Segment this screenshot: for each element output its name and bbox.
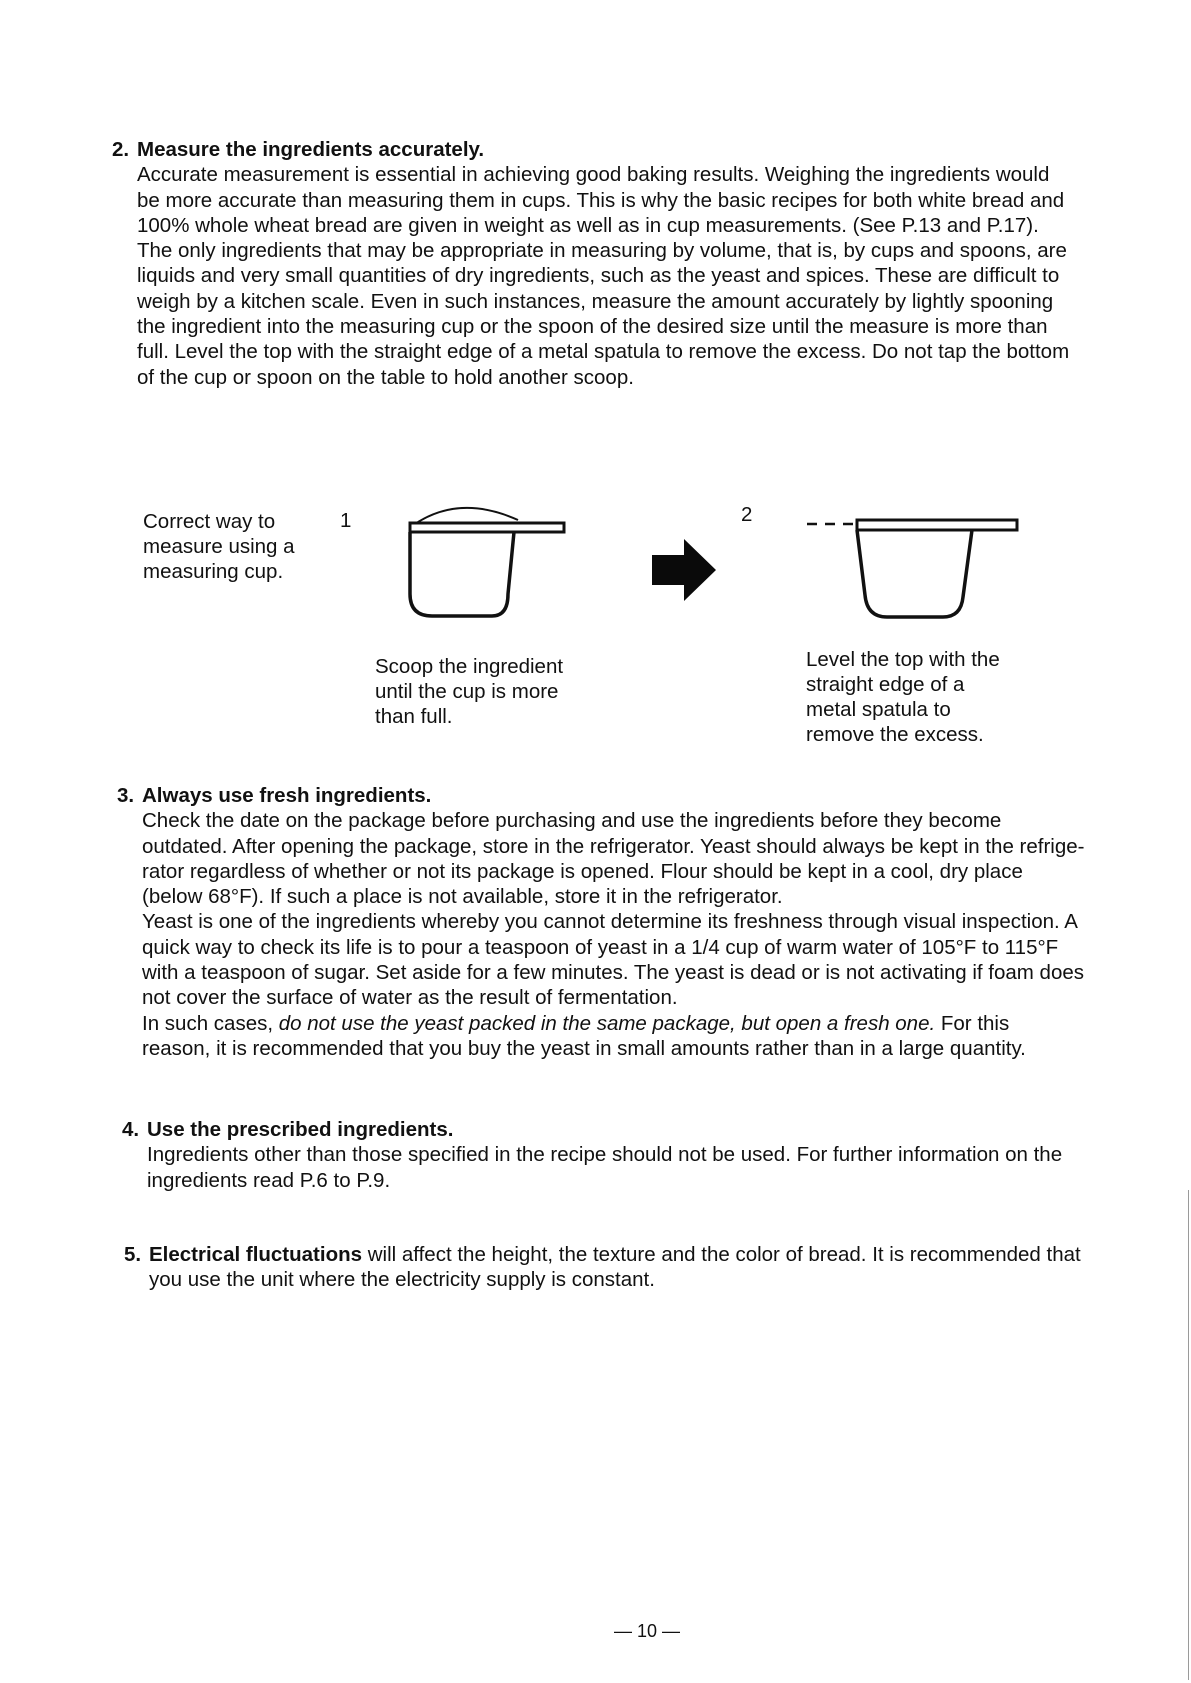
step-1-number: 1 bbox=[340, 509, 352, 532]
body-line: full. Level the top with the straight edge of a metal spatula to remove the excess. Do not tap the bottom bbox=[137, 340, 1070, 364]
text-run: In such cases, bbox=[142, 1011, 279, 1035]
body-line: be more accurate than measuring them in cups. This is why the basic recipes for both white bread and bbox=[137, 188, 1065, 212]
section-prescribed-ingredients bbox=[122, 1117, 1182, 1193]
body-line: rator regardless of whether or not its package is opened. Flour should be kept in a cool, dry place bbox=[142, 859, 1023, 883]
section-fresh-ingredients bbox=[117, 783, 1182, 1061]
section-number: 4. bbox=[122, 1118, 140, 1141]
section-number: 5. bbox=[124, 1243, 142, 1266]
cup-scoop-illustration bbox=[400, 498, 570, 633]
body-line: of the cup or spoon on the table to hold another scoop. bbox=[137, 365, 634, 389]
page-number: — 10 — bbox=[614, 1621, 681, 1641]
cup-body bbox=[410, 532, 514, 616]
cup-rim bbox=[410, 523, 564, 532]
body-line: the ingredient into the measuring cup or the spoon of the desired size until the measure is more than bbox=[137, 315, 1048, 339]
body-line: (below 68°F). If such a place is not available, store it in the refrigerator. bbox=[142, 885, 783, 909]
section-measure-accurately bbox=[112, 137, 1172, 390]
section-body bbox=[149, 1267, 1184, 1292]
step-1-caption: Scoop the ingredient until the cup is more than full. bbox=[375, 655, 564, 728]
italic-emphasis: do not use the yeast packed in the same package, but open a fresh one. bbox=[278, 1011, 936, 1035]
section-title: Use the prescribed ingredients. bbox=[147, 1118, 454, 1141]
body-line: quick way to check its life is to pour a teaspoon of yeast in a 1/4 cup of warm water of 105°F to 115°F bbox=[142, 935, 1059, 959]
cup-leveled-illustration bbox=[805, 505, 1020, 635]
section-number: 3. bbox=[117, 784, 135, 807]
body-line: reason, it is recommended that you buy the yeast in small amounts rather than in a large quantity. bbox=[142, 1036, 1026, 1060]
section-number: 2. bbox=[112, 138, 130, 161]
section-title: Always use fresh ingredients. bbox=[142, 784, 432, 807]
scan-edge-line bbox=[1188, 1190, 1189, 1680]
cup-body bbox=[857, 530, 972, 617]
section-electrical-fluctuations bbox=[124, 1242, 1184, 1293]
step-2-caption: Level the top with the straight edge of a metal spatula to remove the excess. bbox=[806, 648, 1000, 746]
text-run: For this bbox=[935, 1011, 1010, 1035]
body-line: Yeast is one of the ingredients whereby you cannot determine its freshness through visual inspection. A bbox=[142, 910, 1078, 934]
body-line: 100% whole wheat bread are given in weight as well as in cup measurements. (See P.13 and P.17). bbox=[137, 213, 1039, 237]
section-body bbox=[147, 1142, 1182, 1193]
body-line: not cover the surface of water as the result of fermentation. bbox=[142, 986, 678, 1010]
spatula-leveling-edge bbox=[857, 520, 1017, 530]
body-line: Accurate measurement is essential in achieving good baking results. Weighing the ingredients would bbox=[137, 163, 1050, 187]
arrow-icon bbox=[650, 535, 720, 605]
section-body bbox=[137, 162, 1172, 390]
body-line: with a teaspoon of sugar. Set aside for a few minutes. The yeast is dead or is not activating if foam does bbox=[142, 961, 1085, 985]
section-title: Measure the ingredients accurately. bbox=[137, 138, 485, 161]
body-line: Check the date on the package before purchasing and use the ingredients before they become bbox=[142, 809, 1002, 833]
body-line: you use the unit where the electricity supply is constant. bbox=[149, 1268, 655, 1292]
figure-label: Correct way to measure using a measuring cup. bbox=[143, 510, 295, 583]
body-line: The only ingredients that may be appropriate in measuring by volume, that is, by cups and spoons, are bbox=[137, 239, 1067, 263]
step-2-number: 2 bbox=[741, 503, 753, 526]
body-line: liquids and very small quantities of dry ingredients, such as the yeast and spices. These are difficult to bbox=[137, 264, 1060, 288]
body-line: Ingredients other than those specified in the recipe should not be used. For further information on the bbox=[147, 1143, 1063, 1167]
body-line: ingredients read P.6 to P.9. bbox=[147, 1168, 391, 1192]
body-line bbox=[142, 1011, 1182, 1036]
text-run: will affect the height, the texture and the color of bread. It is recommended that bbox=[362, 1243, 1081, 1266]
body-line: outdated. After opening the package, store in the refrigerator. Yeast should always be kept in the refrige- bbox=[142, 834, 1085, 858]
section-body bbox=[142, 808, 1182, 1061]
body-line: weigh by a kitchen scale. Even in such instances, measure the amount accurately by lightly spooning bbox=[137, 289, 1054, 313]
section-title: Electrical fluctuations bbox=[149, 1243, 363, 1266]
